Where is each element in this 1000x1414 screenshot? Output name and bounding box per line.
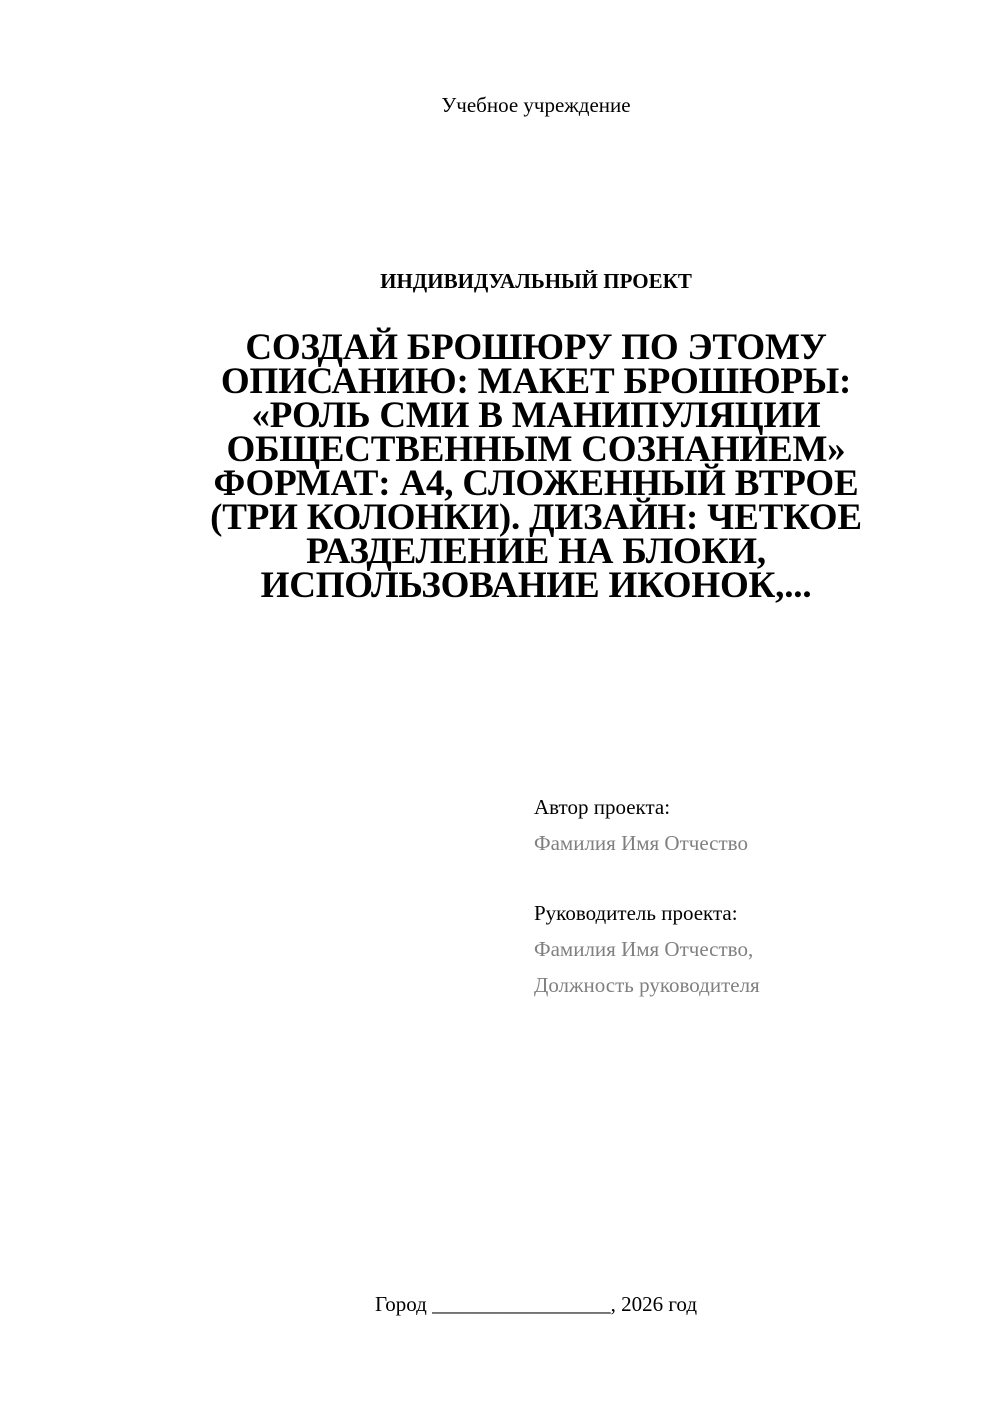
city-year-line: Город _________________, 2026 год bbox=[374, 1292, 698, 1316]
project-title-line: ОПИСАНИЮ: МАКЕТ БРОШЮРЫ: bbox=[220, 361, 852, 402]
project-title-line: «РОЛЬ СМИ В МАНИПУЛЯЦИИ bbox=[251, 395, 821, 436]
supervisor-position: Должность руководителя bbox=[534, 973, 760, 997]
credits-block bbox=[534, 789, 974, 1003]
project-title-line: ФОРМАТ: А4, СЛОЖЕННЫЙ ВТРОЕ bbox=[213, 463, 859, 504]
credits-spacer bbox=[534, 861, 974, 895]
author-label: Автор проекта: bbox=[534, 795, 671, 819]
project-title-line: РАЗДЕЛЕНИЕ НА БЛОКИ, bbox=[306, 531, 766, 572]
project-title-line: ОБЩЕСТВЕННЫМ СОЗНАНИЕМ» bbox=[226, 429, 846, 470]
project-title-line: ИСПОЛЬЗОВАНИЕ ИКОНОК,... bbox=[260, 565, 812, 606]
project-type-heading: ИНДИВИДУАЛЬНЫЙ ПРОЕКТ bbox=[380, 269, 692, 293]
project-title-line: СОЗДАЙ БРОШЮРУ ПО ЭТОМУ bbox=[245, 327, 827, 368]
supervisor-label: Руководитель проекта: bbox=[534, 901, 738, 925]
supervisor-name: Фамилия Имя Отчество, bbox=[534, 937, 754, 961]
institution-name: Учебное учреждение bbox=[441, 93, 631, 117]
author-name: Фамилия Имя Отчество bbox=[534, 831, 748, 855]
project-title-line: (ТРИ КОЛОНКИ). ДИЗАЙН: ЧЕТКОЕ bbox=[210, 497, 862, 538]
project-title bbox=[180, 327, 892, 606]
